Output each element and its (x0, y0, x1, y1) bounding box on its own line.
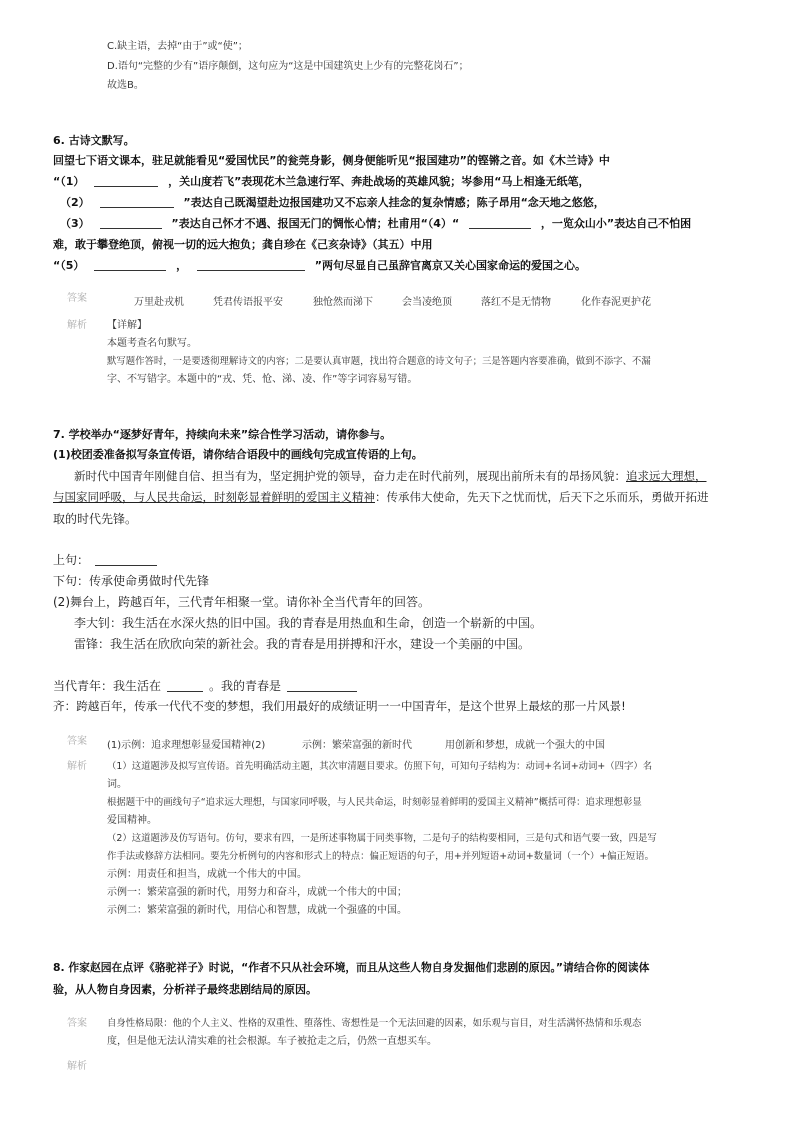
q6-blank-1 (94, 175, 158, 187)
q8-analysis-label: 解析 (67, 1061, 87, 1072)
q6-line-5: 难，敢于攀登绝顶，俯视一切的远大抱负；龚自珍在《己亥杂诗》（其五）中用 (53, 238, 433, 251)
q6-line-4: （3） ”表达自己怀才不遇、报国无门的惆怅心情；杜甫用“（4）“ ，一览众山小”表达自己不怕困 (60, 217, 692, 230)
q6-line-6: “（5） ， ”两句尽显自己虽辞官离京又关心国家命运的爱国之心。 (53, 259, 586, 272)
q8-answer-label: 答案 (67, 1018, 87, 1029)
q7-passage-3: 取的时代先锋。 (53, 512, 138, 526)
q6-blank-3 (100, 217, 162, 229)
q7-analysis-9: 示例二：繁荣富强的新时代，用信心和智慧，成就一个强盛的中国。 (107, 905, 407, 916)
q7-passage-2: 与国家同呼吸，与人民共命运，时刻彰显着鲜明的爱国主义精神：传承伟大使命，先天下之忧而忧，后天下之乐而乐，勇做开拓进 (53, 490, 709, 504)
q6-answer-5: 落红不是无情物 (481, 297, 551, 308)
q7-analysis-6: 作手法或修辞方法相同。要先分析例句的内容和形式上的特点：偏正短语的句子，用+并列短语+动词+数量词（一个）+偏正短语。 (107, 851, 655, 862)
q7-passage-1: 新时代中国青年刚健自信、担当有为，坚定拥护党的领导，奋力走在时代前列，展现出前所未有的昂扬风貌：追求远大理想， (74, 469, 707, 483)
q7-title: 7. 学校举办“逐梦好青年，持续向未来”综合性学习活动，请你参与。 (53, 428, 392, 441)
q7-analysis-7: 示例：用责任和担当，成就一个伟大的中国。 (107, 869, 307, 880)
q6-answer-6: 化作春泥更护花 (581, 297, 651, 308)
q6-analysis-2: 本题考查名句默写。 (107, 338, 197, 349)
q7-lei-feng: 雷锋：我生活在欣欣向荣的新社会。我的青春是用拼搏和汗水，建设一个美丽的中国。 (74, 637, 531, 651)
q6-title: 6. 古诗文默写。 (53, 134, 135, 147)
q6-blank-5 (94, 259, 166, 271)
q6-line-3: （2） ”表达自己既渴望赴边报国建功又不忘亲人挂念的复杂情感；陈子昂用“念天地之悠悠， (60, 196, 605, 209)
q6-analysis-label: 解析 (67, 320, 87, 331)
q7-li-dazhao: 李大钊：我生活在水深火热的旧中国。我的青春是用热血和生命，创造一个崭新的中国。 (74, 616, 543, 630)
q7-upper-line: 上句： (53, 553, 157, 567)
q7-analysis-5: （2）这道题涉及仿写语句。仿句，要求有四，一是所述事物属于同类事物，二是句子的结构要相同，三是句式和语气要一致，四是写 (107, 833, 657, 844)
q7-analysis-2: 词。 (107, 779, 127, 790)
q7-chorus: 齐：跨越百年，传承一代代不变的梦想，我们用最好的成绩证明一一中国青年，是这个世界上最炫的那一片风景! (53, 699, 626, 713)
q7-blank-youth (287, 680, 357, 692)
q6-answer-4: 会当凌绝顶 (402, 297, 452, 308)
q6-blank-6 (197, 259, 305, 271)
q6-blank-4 (469, 217, 531, 229)
q6-answer-1: 万里赴戎机 (134, 297, 184, 308)
q6-line-2: “（1） ，关山度若飞”表现花木兰急速行军、奔赴战场的英雄风貌；岑参用“马上相逢无纸笔， (53, 175, 590, 188)
q7-analysis-1: （1）这道题涉及拟写宣传语。首先明确活动主题，其次审清题目要求。仿照下句，可知句子结构为：动词+名词+动词+（四字）名 (107, 761, 653, 772)
q7-sub-2: (2)舞台上，跨越百年，三代青年相聚一堂。请你补全当代青年的回答。 (53, 595, 431, 609)
q7-analysis-4: 爱国精神。 (107, 815, 157, 826)
q6-line-1: 回望七下语文课本，驻足就能看见“爱国忧民”的瓮莞身影，侧身便能听见“报国建功”的铿锵之音。如《木兰诗》中 (53, 154, 610, 167)
q7-blank-upper (95, 554, 157, 566)
q8-answer-2: 度，但是他无法认清实难的社会根源。车子被抢走之后，仍然一直想买车。 (107, 1036, 437, 1047)
q7-analysis-8: 示例一：繁荣富强的新时代，用努力和奋斗，成就一个伟大的中国； (107, 887, 407, 898)
q8-title-2: 验，从人物自身因素，分析祥子最终悲剧结局的原因。 (53, 983, 317, 996)
q7-blank-era (167, 680, 203, 692)
q7-contemporary-line: 当代青年：我生活在 。我的青春是 (53, 679, 357, 693)
q6-blank-2 (100, 196, 174, 208)
q7-analysis-3: 根据题干中的画线句子“追求远大理想，与国家同呼吸，与人民共命运，时刻彰显着鲜明的爱国主义精神”概括可得：追求理想彰显 (107, 797, 642, 808)
q7-sub-1: (1)校团委准备拟写条宣传语，请你结合语段中的画线句完成宣传语的上句。 (53, 448, 423, 461)
q6-analysis-1: 【详解】 (107, 320, 147, 331)
q8-answer-1: 自身性格局限：他的个人主义、性格的双重性、堕落性、寄想性是一个无法回避的因素，如乐观与盲目，对生活满怀热情和乐观态 (107, 1018, 642, 1029)
q7-answer-2: 示例：繁荣富强的新时代 (302, 740, 412, 751)
q7-analysis-label: 解析 (67, 761, 87, 772)
q7-answer-1: (1)示例：追求理想彰显爱国精神(2) (107, 740, 266, 751)
q7-answer-3: 用创新和梦想，成就一个强大的中国 (445, 740, 605, 751)
q6-answer-label: 答案 (67, 293, 87, 304)
q6-answer-3: 独怆然而涕下 (313, 297, 373, 308)
q7-answer-label: 答案 (67, 736, 87, 747)
q8-title-1: 8. 作家赵园在点评《骆驼祥子》时说，“作者不只从社会环境，而且从这些人物自身发掘他们悲剧的原因。”请结合你的阅读体 (53, 961, 650, 974)
conclusion-line: 故选B。 (107, 80, 144, 91)
q6-answer-2: 凭君传语报平安 (213, 297, 283, 308)
q7-lower-line: 下句：传承使命勇做时代先锋 (53, 574, 210, 588)
q6-analysis-4: 字、不写错字。本题中的“戎、凭、怆、涕、凌、作”等字词容易写错。 (107, 374, 418, 385)
option-d-explanation: D.语句“完整的少有”语序颠倒，这句应为“这是中国建筑史上少有的完整花岗石”； (107, 61, 469, 72)
q6-analysis-3: 默写题作答时，一是要透彻理解诗文的内容；二是要认真审题，找出符合题意的诗文句子；三是答题内容要准确，做到不添字、不漏 (107, 356, 651, 367)
option-c-explanation: C.缺主语，去掉“由于”或“使”； (107, 41, 248, 52)
